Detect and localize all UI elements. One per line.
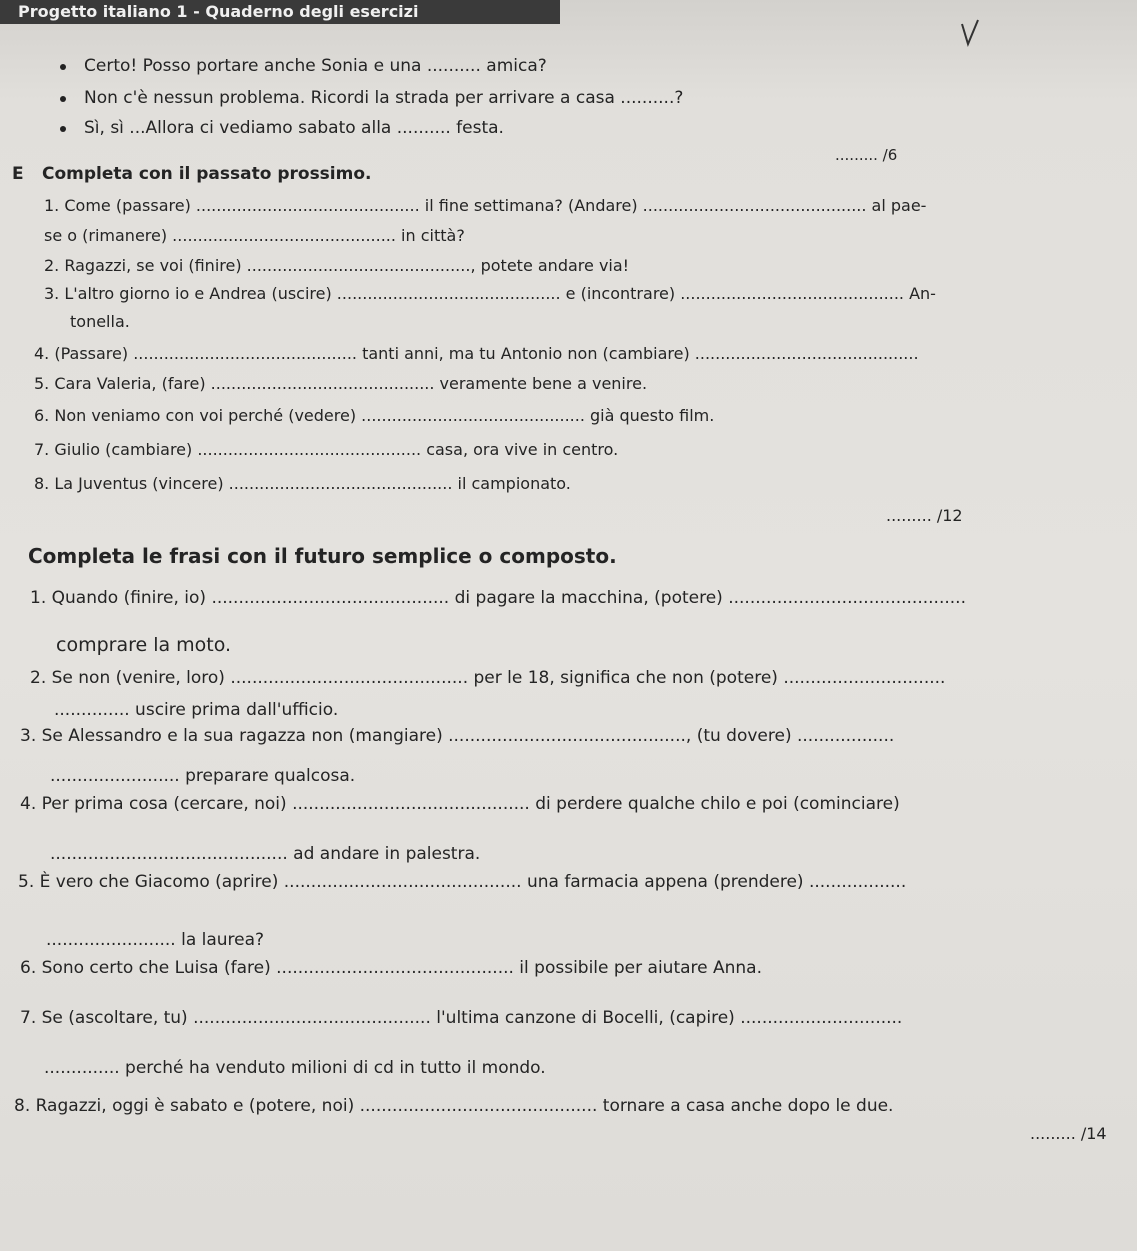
f-line-9: 5. È vero che Giacomo (aprire) ............................................ una farmacia appena (prendere) .................. — [18, 872, 907, 892]
e-line-10: 8. La Juventus (vincere) ............................................ il campionato. — [34, 474, 571, 493]
f-line-8: ............................................ ad andare in palestra. — [50, 844, 481, 864]
e-line-4: 3. L'altro giorno io e Andrea (uscire) ............................................ e (incontrare) ............................................ An- — [44, 284, 936, 303]
f-line-10: ........................ la laurea? — [46, 930, 265, 950]
section-e-letter: E — [12, 164, 24, 184]
bullet-text-1: Certo! Posso portare anche Sonia e una .......... amica? — [84, 56, 547, 76]
f-line-5: 3. Se Alessandro e la sua ragazza non (mangiare) ............................................, (tu dovere) .................. — [20, 726, 895, 746]
f-line-2: comprare la moto. — [56, 634, 232, 656]
book-header — [0, 0, 560, 24]
f-line-12: 7. Se (ascoltare, tu) ............................................ l'ultima canzone di Bocelli, (capire) .............................. — [20, 1008, 903, 1028]
f-line-4: .............. uscire prima dall'ufficio. — [54, 700, 339, 720]
bullet-text-2: Non c'è nessun problema. Ricordi la strada per arrivare a casa ..........? — [84, 88, 684, 108]
f-line-3: 2. Se non (venire, loro) ............................................ per le 18, significa che non (potere) .............................. — [30, 668, 946, 688]
f-line-7: 4. Per prima cosa (cercare, noi) ............................................ di perdere qualche chilo e poi (cominciare) — [20, 794, 900, 814]
e-line-8: 6. Non veniamo con voi perché (vedere) ............................................ già questo film. — [34, 406, 715, 425]
e-line-2: se o (rimanere) ............................................ in città? — [44, 226, 465, 245]
e-line-5: tonella. — [70, 312, 130, 331]
e-line-7: 5. Cara Valeria, (fare) ............................................ veramente bene a venire. — [34, 374, 648, 393]
bullet-text-3: Sì, sì ...Allora ci vediamo sabato alla .......... festa. — [84, 118, 504, 138]
f-line-11: 6. Sono certo che Luisa (fare) ............................................ il possibile per aiutare Anna. — [20, 958, 763, 978]
section-f-title: Completa le frasi con il futuro semplice o composto. — [28, 544, 617, 568]
bullet-dot — [60, 126, 66, 132]
e-line-9: 7. Giulio (cambiare) ............................................ casa, ora vive in centro. — [34, 440, 619, 459]
f-line-6: ........................ preparare qualcosa. — [50, 766, 356, 786]
score-f: ......... /14 — [1030, 1124, 1107, 1143]
score-top: ......... /6 — [835, 146, 898, 164]
e-line-3: 2. Ragazzi, se voi (finire) ............................................, potete andare via! — [44, 256, 630, 275]
f-line-13: .............. perché ha venduto milioni di cd in tutto il mondo. — [44, 1058, 546, 1078]
book-title: Progetto italiano 1 - Quaderno degli esercizi — [18, 2, 419, 21]
bullet-dot — [60, 96, 66, 102]
e-line-1: 1. Come (passare) ............................................ il fine settimana? (Andare) ............................................ al pae- — [44, 196, 927, 215]
section-e-title: Completa con il passato prossimo. — [42, 164, 372, 184]
e-line-6: 4. (Passare) ............................................ tanti anni, ma tu Antonio non (cambiare) ............................................ — [34, 344, 919, 363]
check-mark-icon — [960, 18, 980, 48]
f-line-1: 1. Quando (finire, io) ............................................ di pagare la macchina, (potere) ............................................ — [30, 588, 966, 608]
bullet-dot — [60, 64, 66, 70]
f-line-14: 8. Ragazzi, oggi è sabato e (potere, noi) ............................................ tornare a casa anche dopo le due. — [14, 1096, 894, 1116]
score-e: ......... /12 — [886, 506, 963, 525]
